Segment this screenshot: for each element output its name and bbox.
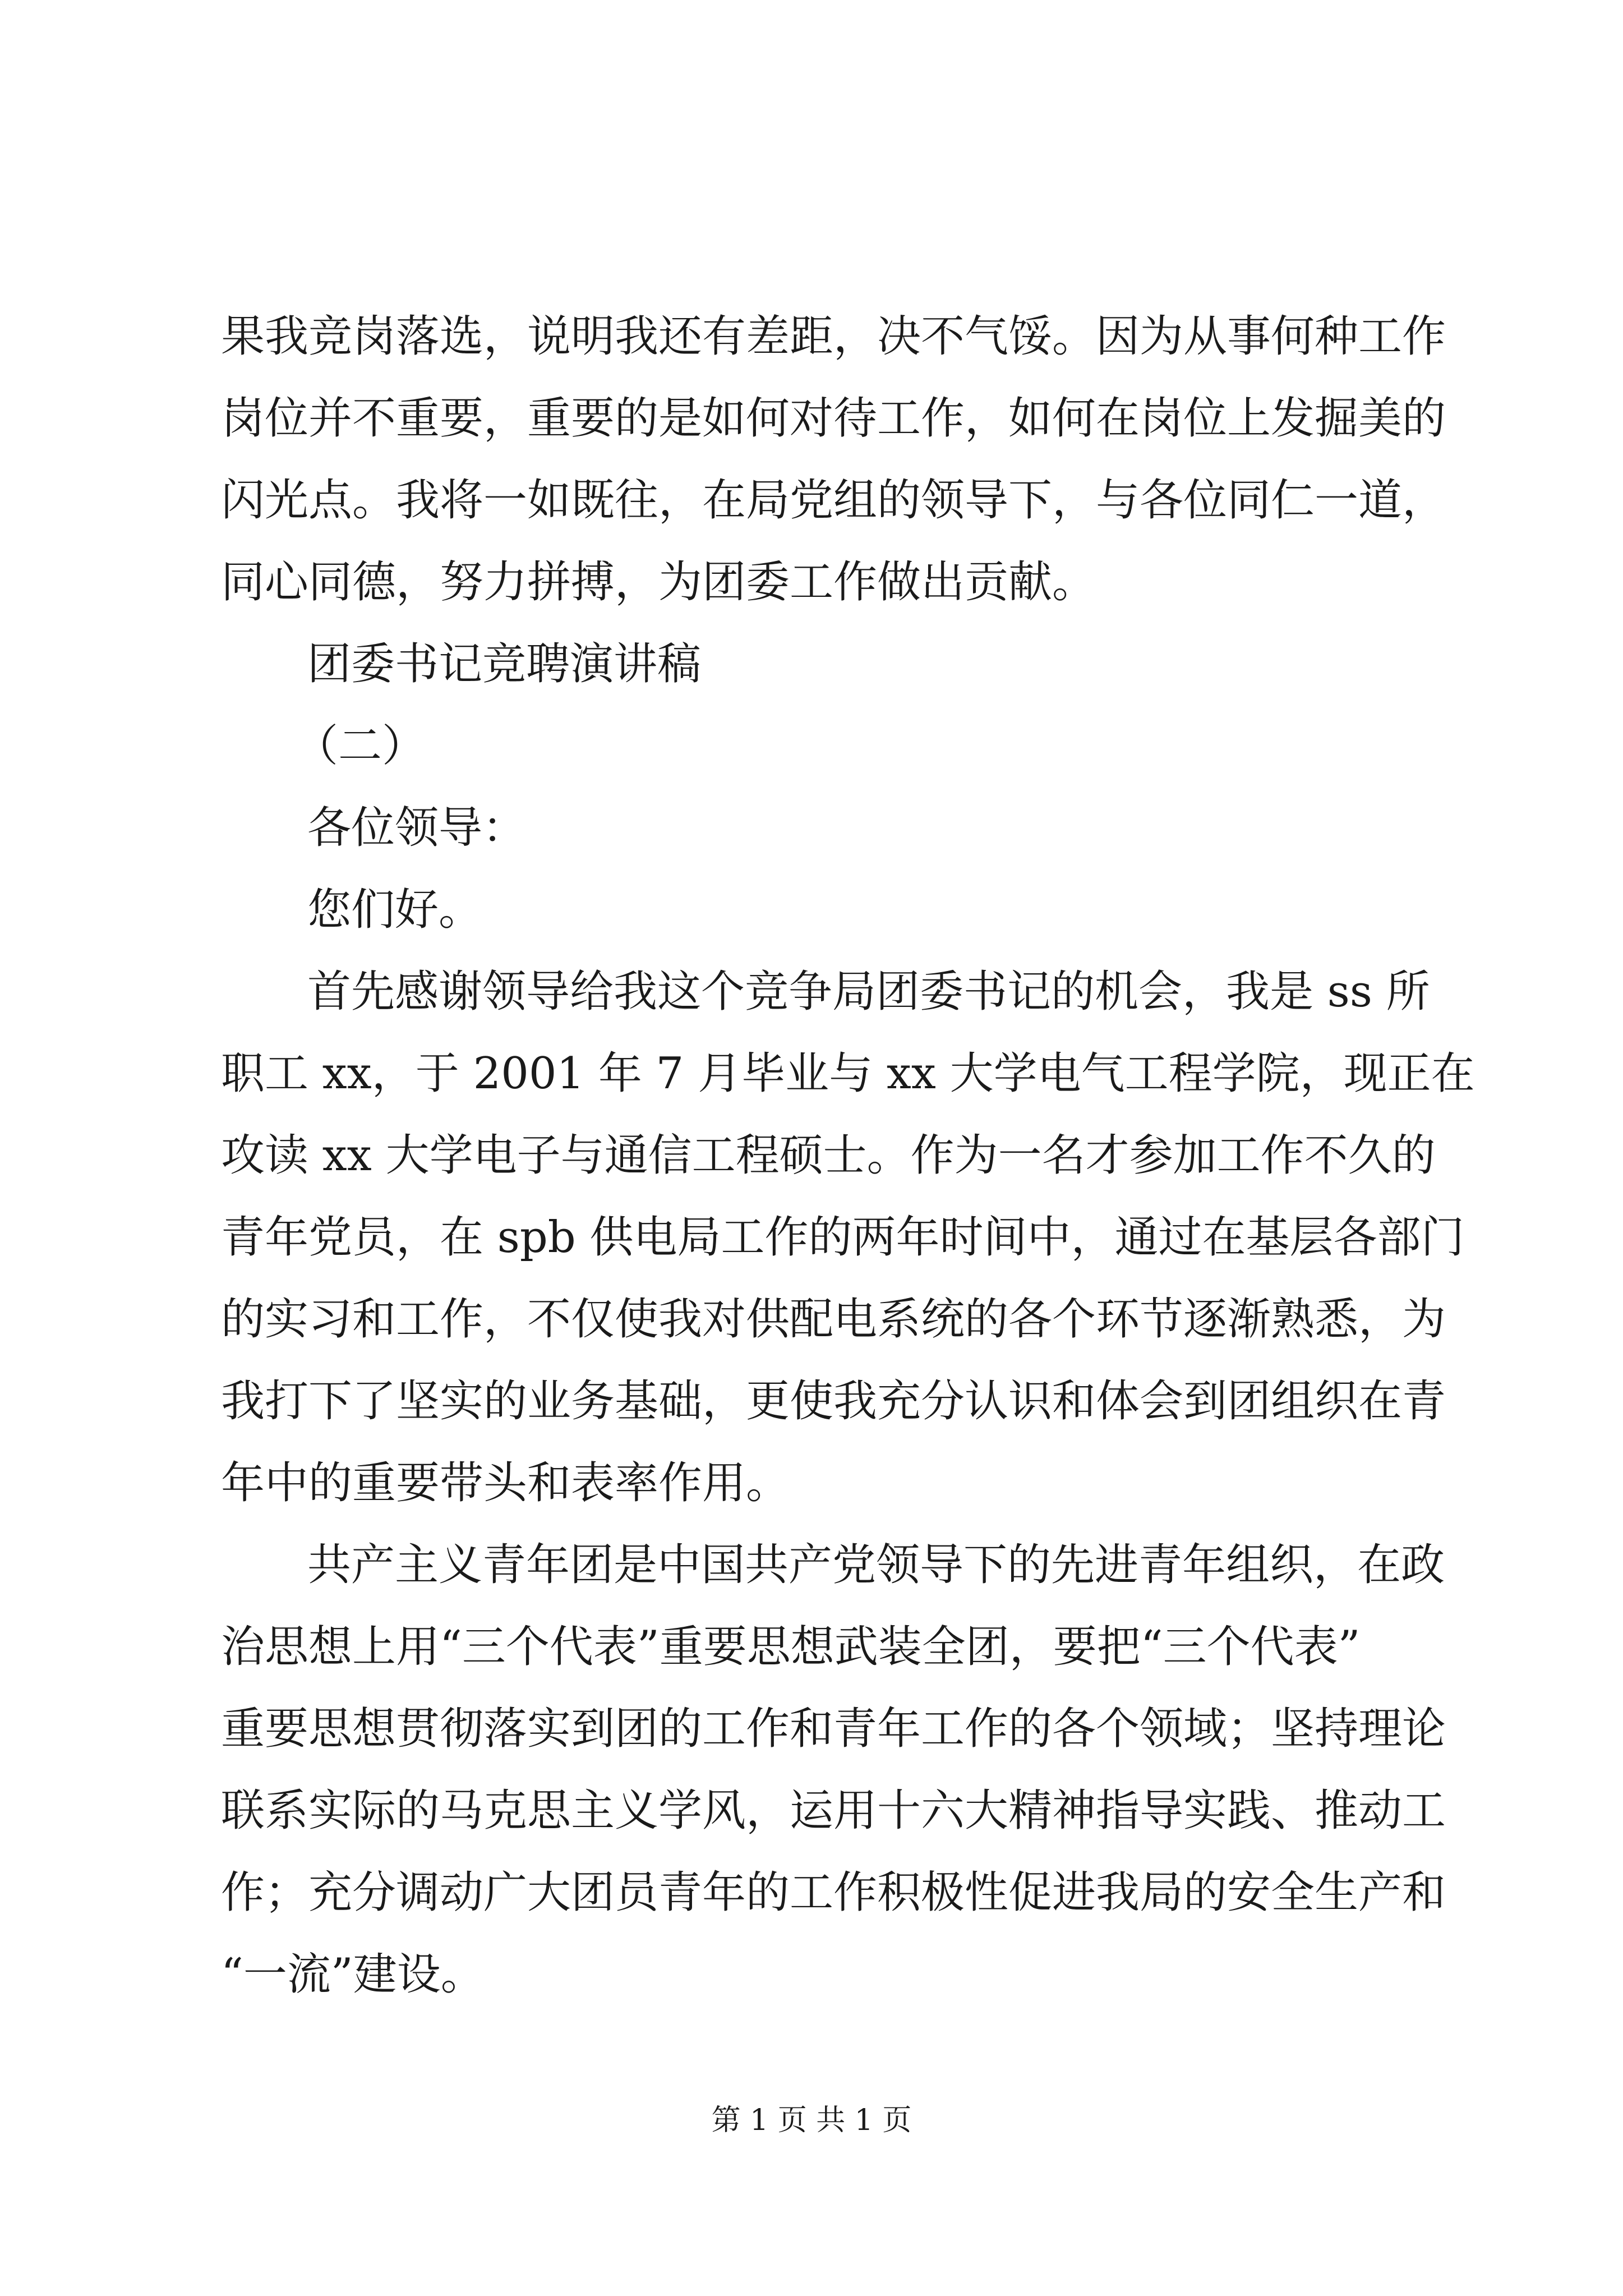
page-number-footer: 第 1 页 共 1 页 — [711, 2104, 912, 2137]
text-line: 联系实际的马克思主义学风，运用十六大精神指导实践、推动工 — [221, 1786, 1446, 1836]
section-subtitle: （二） — [294, 721, 426, 771]
text-line: 闪光点。我将一如既往，在局党组的领导下，与各位同仁一道， — [221, 475, 1446, 526]
greeting: 您们好。 — [307, 885, 483, 935]
text-line: 岗位并不重要，重要的是如何对待工作，如何在岗位上发掘美的 — [221, 393, 1446, 444]
text-line: 作；充分调动广大团员青年的工作积极性促进我局的安全生产和 — [221, 1867, 1446, 1918]
text-line: 共产主义青年团是中国共产党领导下的先进青年组织，在政 — [307, 1540, 1445, 1590]
text-line: 职工 xx，于 2001 年 7 月毕业与 xx 大学电气工程学院，现正在 — [221, 1048, 1475, 1099]
text-line: 年中的重要带头和表率作用。 — [221, 1458, 790, 1508]
text-line: 果我竞岗落选，说明我还有差距，决不气馁。因为从事何种工作 — [221, 311, 1446, 362]
text-line: 首先感谢领导给我这个竞争局团委书记的机会，我是 ss 所 — [307, 967, 1430, 1017]
text-line: 青年党员，在 spb 供电局工作的两年时间中，通过在基层各部门 — [221, 1212, 1465, 1263]
text-line: 同心同德，努力拼搏，为团委工作做出贡献。 — [221, 557, 1096, 608]
section-title: 团委书记竞聘演讲稿 — [307, 639, 702, 689]
text-line: 攻读 xx 大学电子与通信工程硕士。作为一名才参加工作不久的 — [221, 1130, 1436, 1181]
text-line: “一流”建设。 — [221, 1949, 485, 2000]
salutation: 各位领导： — [307, 803, 527, 853]
text-line: 我打下了坚实的业务基础，更使我充分认识和体会到团组织在青 — [221, 1376, 1446, 1427]
text-line: 的实习和工作，不仅使我对供配电系统的各个环节逐渐熟悉，为 — [221, 1294, 1446, 1345]
text-line: 治思想上用“三个代表”重要思想武装全团，要把“三个代表” — [221, 1622, 1361, 1672]
text-line: 重要思想贯彻落实到团的工作和青年工作的各个领域；坚持理论 — [221, 1704, 1446, 1754]
